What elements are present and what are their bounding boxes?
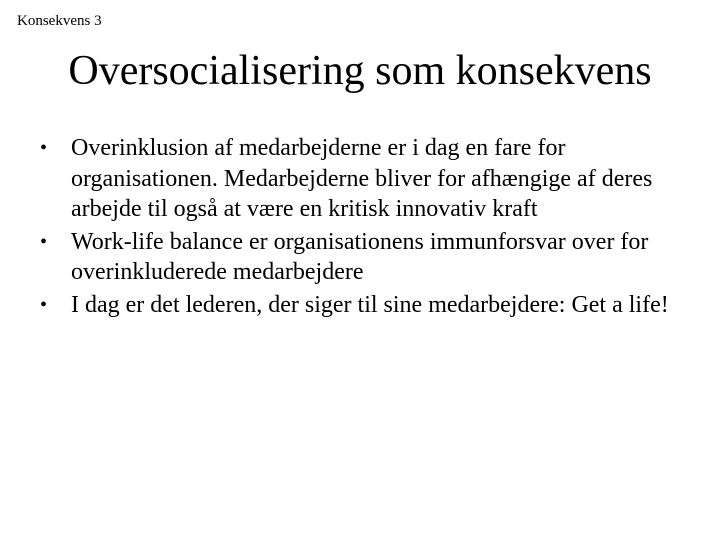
bullet-text-1: Overinklusion af medarbejderne er i dag en fare for organisationen. Medarbejderne bliver for afhængige af deres arbejde til også at være en kritisk innovativ kraft xyxy=(71,135,653,223)
bullet-item-2 xyxy=(40,227,680,288)
bullet-text-3: I dag er det lederen, der siger til sine medarbejdere: Get a life! xyxy=(71,291,669,318)
bullet-marker: • xyxy=(40,293,48,316)
bullet-text-2: Work-life balance er organisationens immunforsvar over for overinkluderede medarbejdere xyxy=(71,228,649,286)
bullet-marker: • xyxy=(40,230,48,253)
bullet-item-3 xyxy=(40,290,680,321)
slide-corner-label: Konsekvens 3 xyxy=(17,13,102,29)
slide-title: Oversocialisering som konsekvens xyxy=(68,48,652,94)
bullet-item-1 xyxy=(40,133,680,225)
bullet-list xyxy=(40,133,680,323)
bullet-marker: • xyxy=(40,137,48,159)
